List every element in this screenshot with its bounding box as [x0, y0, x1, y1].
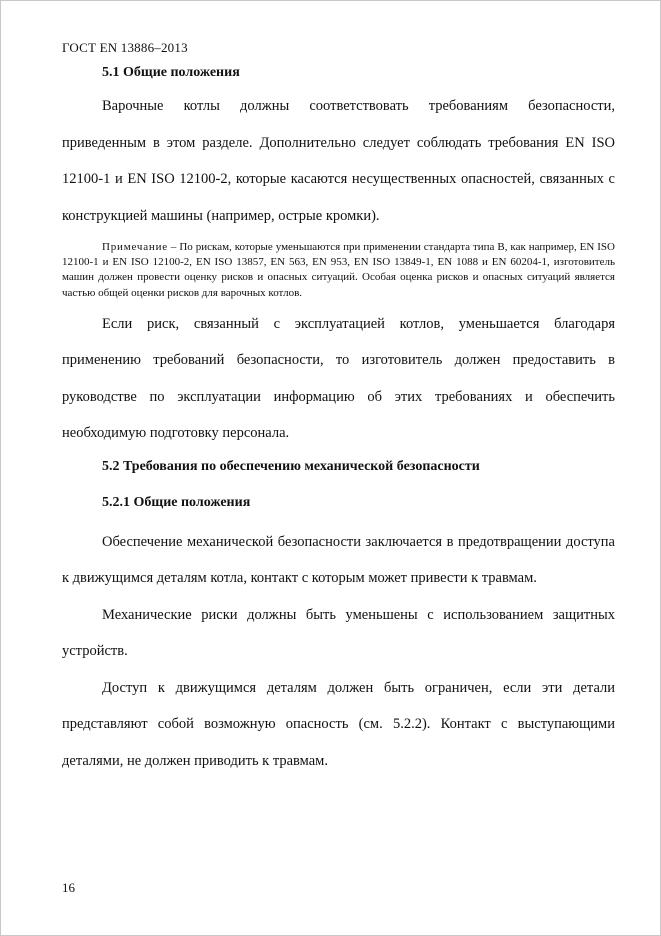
note-label: Примечание: [102, 241, 168, 253]
note-text: – По рискам, которые уменьшаются при применении стандарта типа B, как например, EN ISO 12100-1 и EN ISO 12100-2, EN ISO 13857, EN 563, EN 953, EN ISO 13849-1, EN 1088 и EN 60204-1, изготовитель машин должен провести оценку рисков и опасных ситуаций. Особая оценка рисков и опасных ситуаций является частью общей оценки рисков для варочных котлов.: [62, 241, 615, 299]
section-5-2-1-paragraph-3: Доступ к движущимся деталям должен быть ограничен, если эти детали представляют собой возможную опасность (см. 5.2.2). Контакт с выступающими деталями, не должен приводить к травмам.: [62, 679, 615, 769]
note-paragraph: [62, 240, 615, 301]
standard-code: ГОСТ EN 13886–2013: [62, 40, 188, 55]
section-5-2-1-paragraph-2: Механические риски должны быть уменьшены с использованием защитных устройств.: [62, 606, 615, 660]
page-number: 16: [62, 880, 75, 895]
section-5-1-paragraph-1: Варочные котлы должны соответствовать требованиям безопасности, приведенным в этом разделе. Дополнительно следует соблюдать требования EN ISO 12100-1 и EN ISO 12100-2, которые касаются несущественных опасностей, связанных с конструкцией машины (например, острые кромки).: [62, 98, 615, 224]
page-content: [62, 62, 615, 779]
section-5-2-1-paragraph-1: Обеспечение механической безопасности заключается в предотвращении доступа к движущимся деталям котла, контакт с которым может привести к травмам.: [62, 533, 615, 587]
section-5-2-1-heading: 5.2.1 Общие положения: [102, 494, 251, 510]
section-5-1-heading: 5.1 Общие положения: [102, 65, 240, 80]
section-5-2-heading: 5.2 Требования по обеспечению механической безопасности: [102, 458, 480, 474]
section-5-1-paragraph-2: Если риск, связанный с эксплуатацией котлов, уменьшается благодаря применению требований безопасности, то изготовитель должен предоставить в руководстве по эксплуатации информацию об этих требованиях и обеспечить необходимую подготовку персонала.: [62, 315, 615, 442]
